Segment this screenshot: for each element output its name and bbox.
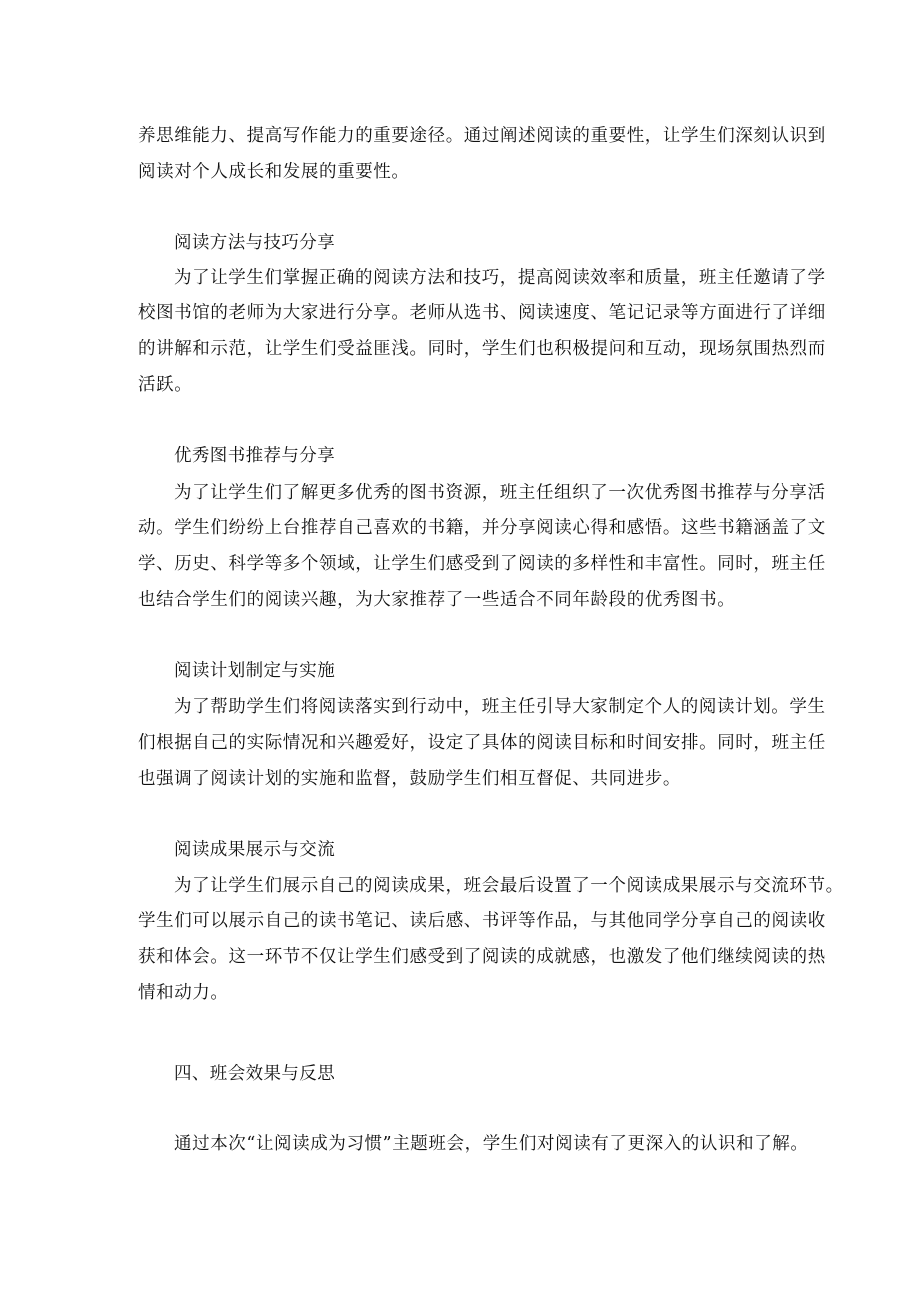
- paragraph-line: 为了让学生们了解更多优秀的图书资源，班主任组织了一次优秀图书推荐与分享活: [174, 483, 826, 503]
- section-heading: 阅读成果展示与交流: [174, 840, 336, 860]
- paragraph-line: 学生们可以展示自己的读书笔记、读后感、书评等作品，与其他同学分享自己的阅读收: [138, 911, 826, 931]
- paragraph-line: 校图书馆的老师为大家进行分享。老师从选书、阅读速度、笔记记录等方面进行了详细: [138, 303, 826, 323]
- section-heading: 阅读方法与技巧分享: [174, 233, 336, 253]
- paragraph-line: 动。学生们纷纷上台推荐自己喜欢的书籍，并分享阅读心得和感悟。这些书籍涵盖了文: [138, 518, 826, 538]
- paragraph-line: 们根据自己的实际情况和兴趣爱好，设定了具体的阅读目标和时间安排。同时，班主任: [138, 733, 826, 753]
- paragraph-line: 也强调了阅读计划的实施和监督，鼓励学生们相互督促、共同进步。: [138, 769, 681, 789]
- paragraph-line: 获和体会。这一环节不仅让学生们感受到了阅读的成就感，也激发了他们继续阅读的热: [138, 947, 826, 967]
- intro-line: 养思维能力、提高写作能力的重要途径。通过阐述阅读的重要性，让学生们深刻认识到: [138, 126, 826, 146]
- paragraph-line: 为了让学生们展示自己的阅读成果，班会最后设置了一个阅读成果展示与交流环节。: [174, 876, 844, 896]
- section-heading: 优秀图书推荐与分享: [174, 446, 336, 466]
- paragraph-line: 为了帮助学生们将阅读落实到行动中，班主任引导大家制定个人的阅读计划。学生: [174, 697, 826, 717]
- part-heading: 四、班会效果与反思: [174, 1064, 336, 1084]
- paragraph-line: 活跃。: [138, 375, 193, 395]
- paragraph-line: 学、历史、科学等多个领域，让学生们感受到了阅读的多样性和丰富性。同时，班主任: [138, 554, 826, 574]
- closing-line: 通过本次“让阅读成为习惯”主题班会，学生们对阅读有了更深入的认识和了解。: [174, 1134, 809, 1154]
- paragraph-line: 为了让学生们掌握正确的阅读方法和技巧，提高阅读效率和质量，班主任邀请了学: [174, 268, 826, 288]
- paragraph-line: 的讲解和示范，让学生们受益匪浅。同时，学生们也积极提问和互动，现场氛围热烈而: [138, 339, 826, 359]
- section-heading: 阅读计划制定与实施: [174, 661, 336, 681]
- paragraph-line: 也结合学生们的阅读兴趣，为大家推荐了一些适合不同年龄段的优秀图书。: [138, 590, 736, 610]
- paragraph-line: 情和动力。: [138, 983, 229, 1003]
- intro-line: 阅读对个人成长和发展的重要性。: [138, 162, 410, 182]
